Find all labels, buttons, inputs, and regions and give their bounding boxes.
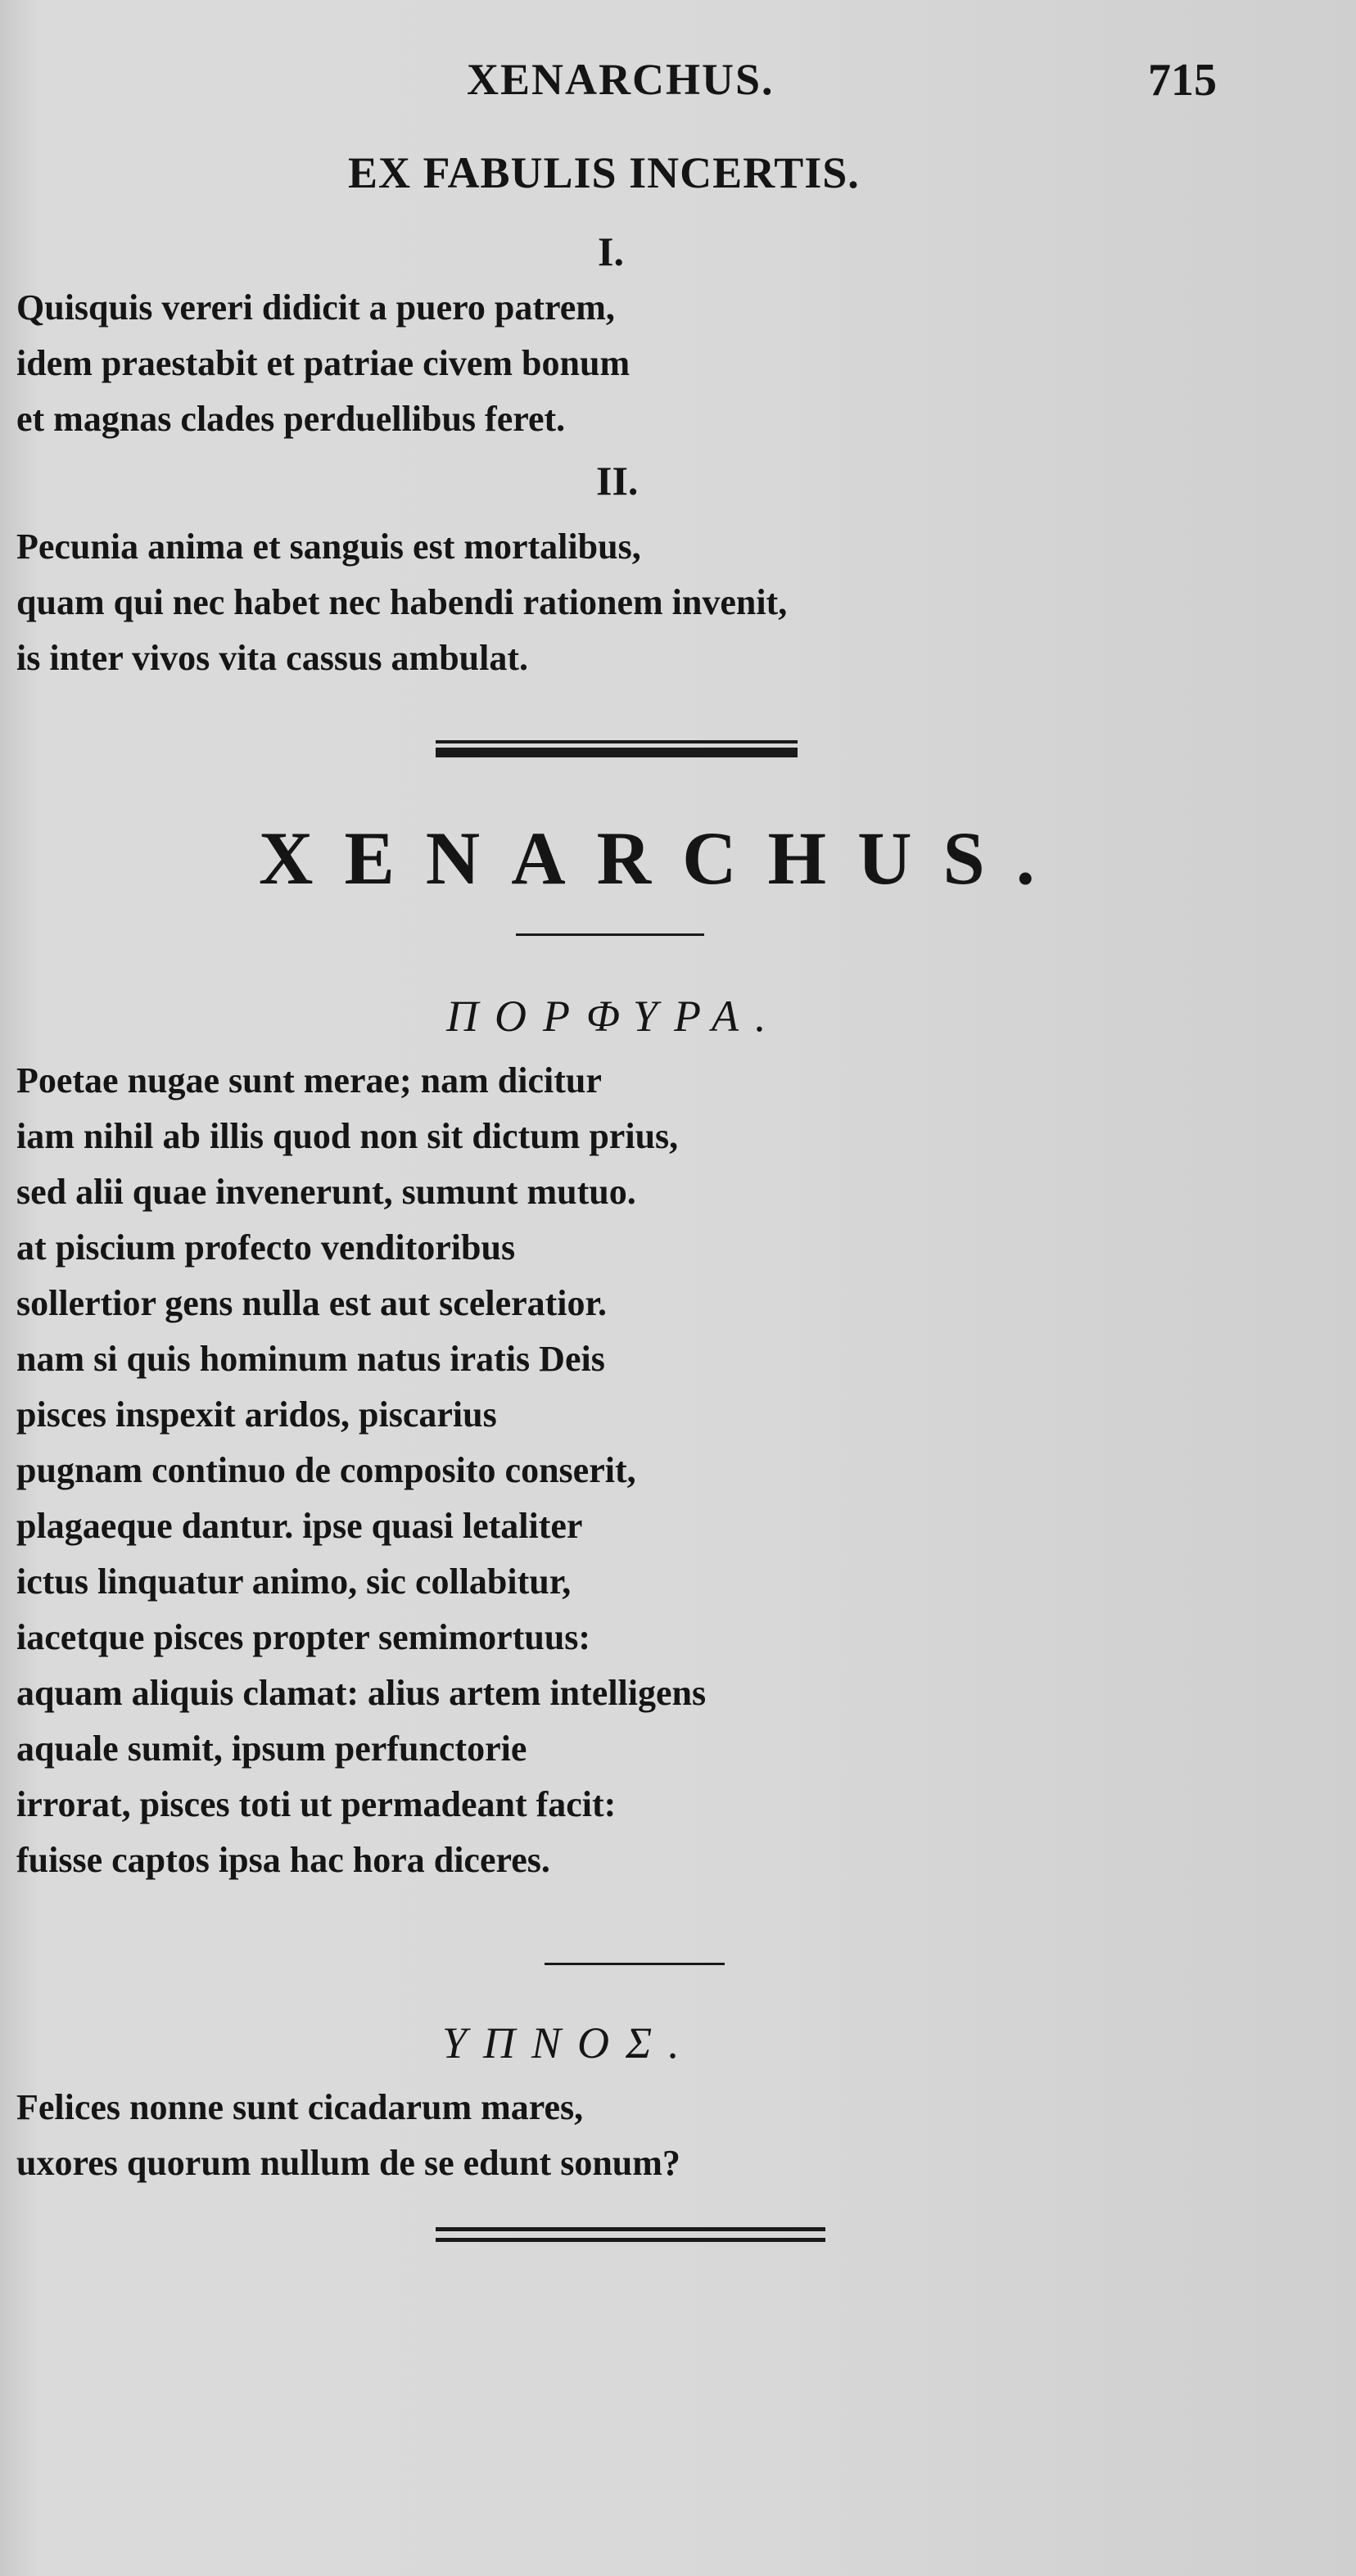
verse-line: iam nihil ab illis quod non sit dictum prius, (16, 1116, 679, 1156)
verse-line: pugnam continuo de composito conserit, (16, 1450, 636, 1490)
verse-line: Quisquis vereri didicit a puero patrem, (16, 287, 615, 328)
fragment-numeral-2: II. (596, 458, 639, 504)
play-title-hypnos: ΥΠΝΟΣ. (442, 2018, 696, 2068)
bleed-through (221, 197, 264, 281)
verse-line: idem praestabit et patriae civem bonum (16, 343, 631, 383)
verse-line: uxores quorum nullum de se edunt sonum? (16, 2143, 680, 2183)
verse-line: et magnas clades perduellibus feret. (16, 399, 566, 439)
verse-line: plagaeque dantur. ipse quasi letaliter (16, 1506, 583, 1546)
verse-line: ictus linquatur animo, sic collabitur, (16, 1561, 572, 1602)
divider-rule (516, 933, 704, 936)
verse-line: nam si quis hominum natus iratis Deis (16, 1339, 605, 1379)
verse-line: Poetae nugae sunt merae; nam dicitur (16, 1060, 602, 1100)
verse-line: Pecunia anima et sanguis est mortalibus, (16, 526, 641, 567)
hypnos-text (16, 2080, 680, 2191)
divider-rule (436, 740, 798, 743)
verse-line: is inter vivos vita cassus ambulat. (16, 638, 529, 678)
verse-line: pisces inspexit aridos, piscarius (16, 1394, 497, 1435)
verse-line: aquam aliquis clamat: alius artem intelligens (16, 1673, 707, 1713)
author-heading: XENARCHUS. (259, 816, 1066, 900)
divider-rule (436, 2238, 825, 2242)
fragment-numeral-1: I. (598, 228, 624, 274)
divider-rule (436, 2227, 825, 2231)
porphyra-text (16, 1053, 706, 1888)
divider-rule (436, 748, 798, 757)
fragment-1-text (16, 280, 630, 447)
section-title: EX FABULIS INCERTIS. (348, 148, 860, 197)
verse-line: Felices nonne sunt cicadarum mares, (16, 2087, 584, 2127)
play-title-porphyra: ΠΟΡΦΥΡΑ. (446, 992, 783, 1041)
page-number: 715 (1148, 55, 1217, 106)
verse-line: sed alii quae invenerunt, sumunt mutuo. (16, 1172, 636, 1212)
verse-line: sollertior gens nulla est aut sceleratior. (16, 1283, 608, 1323)
verse-line: at piscium profecto venditoribus (16, 1227, 516, 1268)
running-title: XENARCHUS. (467, 55, 775, 104)
fragment-2-text (16, 519, 787, 686)
verse-line: quam qui nec habet nec habendi rationem invenit, (16, 582, 788, 622)
verse-line: fuisse captos ipsa hac hora diceres. (16, 1840, 550, 1880)
verse-line: aquale sumit, ipsum perfunctorie (16, 1729, 527, 1769)
verse-line: iacetque pisces propter semimortuus: (16, 1617, 591, 1657)
divider-rule (545, 1963, 725, 1965)
verse-line: irrorat, pisces toti ut permadeant facit: (16, 1784, 617, 1824)
